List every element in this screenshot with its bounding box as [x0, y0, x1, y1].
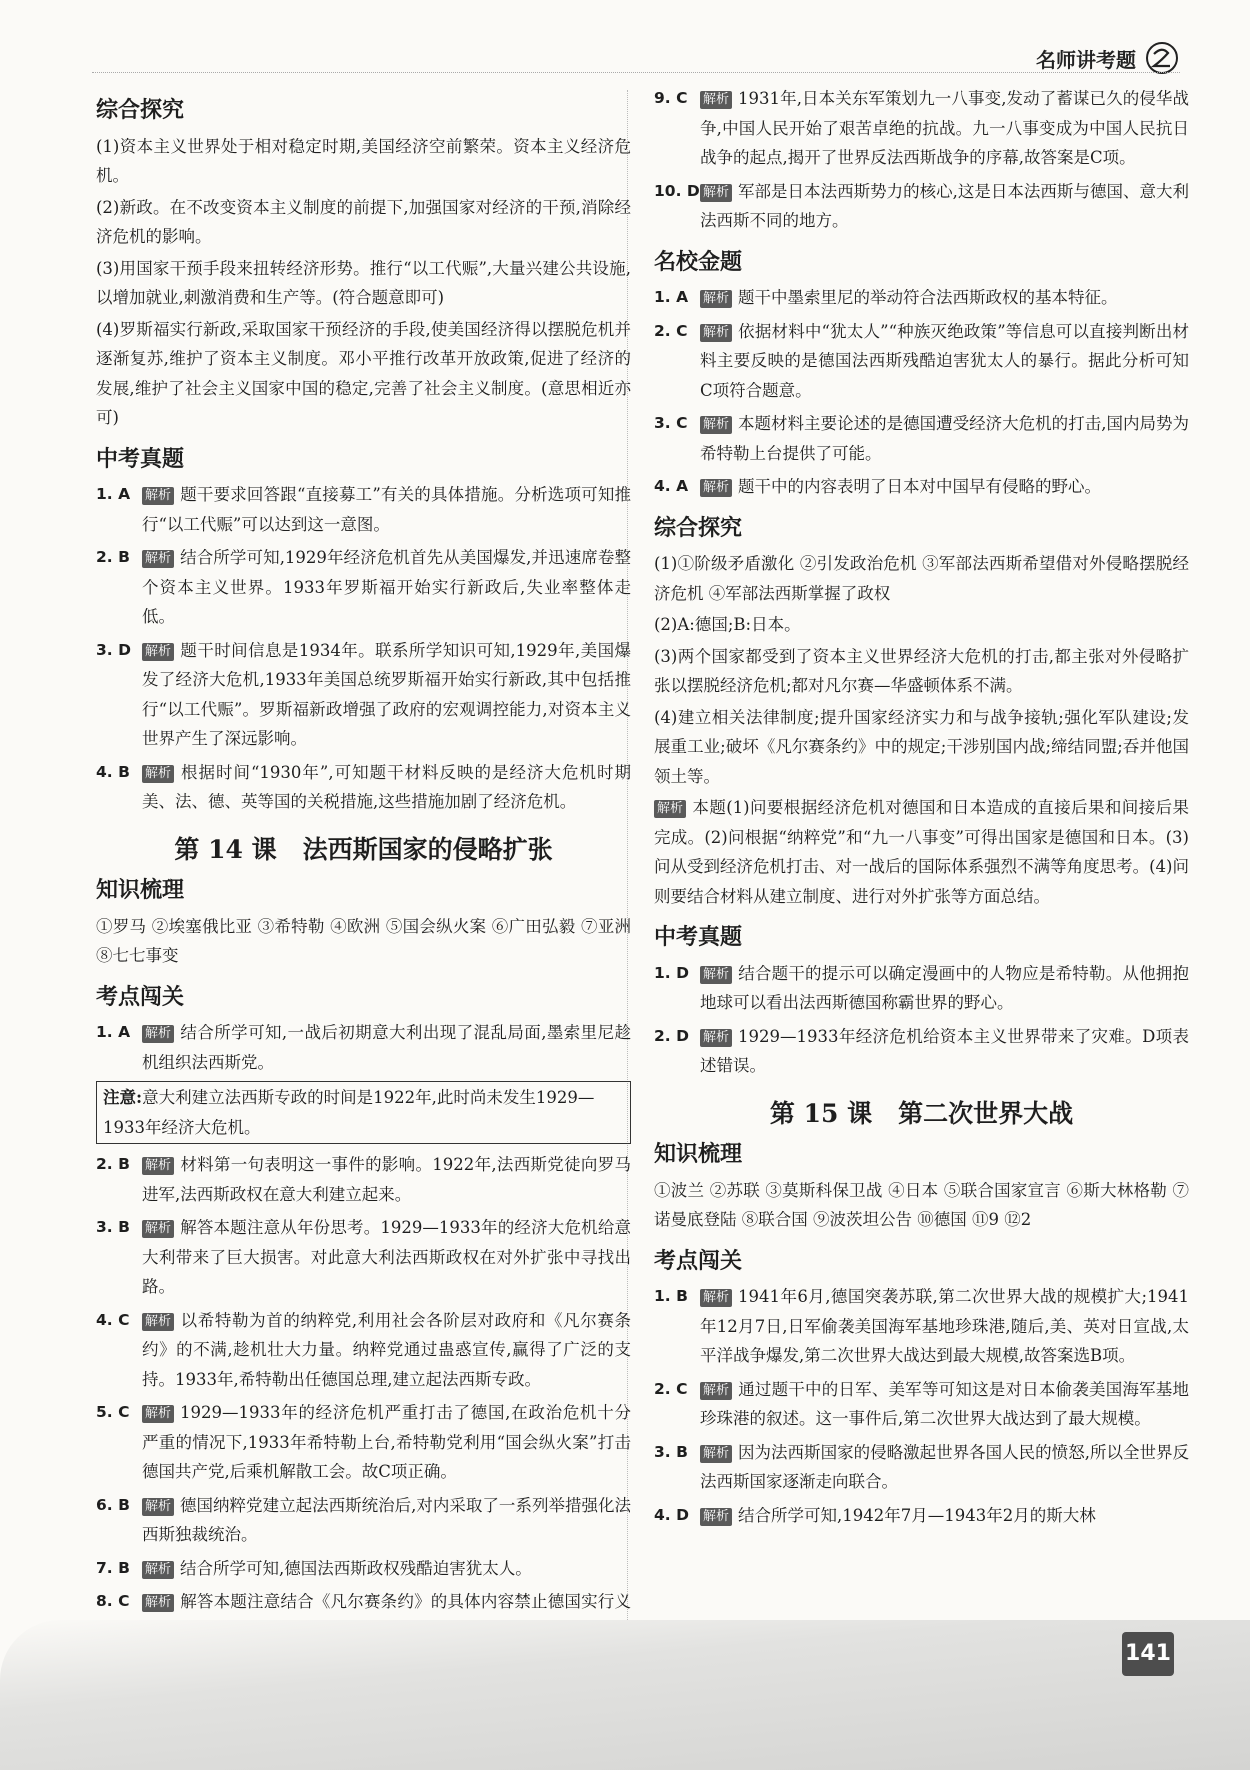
- answer-number: 2. C: [654, 1379, 688, 1398]
- answer-text: 结合所学可知,1942年7月—1943年2月的斯大林: [738, 1505, 1096, 1525]
- answer-number: 4. A: [654, 477, 689, 495]
- section-title: 名校金题: [654, 248, 743, 275]
- analysis-tag: 解析: [654, 800, 686, 818]
- analysis-tag: 解析: [700, 1508, 732, 1526]
- answer-item: [96, 1018, 631, 1077]
- analysis-tag: 解析: [142, 765, 174, 783]
- answer-item: [96, 636, 631, 754]
- analysis-tag: 解析: [142, 550, 174, 568]
- analysis-tag: 解析: [142, 643, 174, 661]
- left-column: [96, 84, 631, 1680]
- section-title: 考点闯关: [654, 1247, 743, 1274]
- analysis-tag: 解析: [700, 966, 732, 984]
- answer-number: 2. B: [96, 1155, 130, 1173]
- answer-number: 1. B: [654, 1287, 688, 1305]
- answer-text: 解答本题注意从年份思考。1929—1933年的经济大危机给意大利带来了巨大损害。对此意大利法西斯政权在对外扩张中寻找出路。: [142, 1218, 631, 1296]
- paragraph: (2)新政。在不改变资本主义制度的前提下,加强国家对经济的干预,消除经济危机的影响。: [96, 197, 631, 246]
- lesson-title: 第二次世界大战: [898, 1098, 1074, 1128]
- analysis-text: 本题(1)问要根据经济危机对德国和日本造成的直接后果和间接后果完成。(2)问根据“纳粹党”和“九一八事变”可得出国家是德国和日本。(3)问从受到经济危机打击、对一战后的国际体系强烈不满等角度思考。(4)问则要结合材料从建立制度、进行对外扩张等方面总结。: [654, 798, 1189, 906]
- paragraph: [654, 793, 1189, 911]
- section-title: 中考真题: [96, 445, 185, 472]
- section-title: 综合探究: [654, 514, 743, 541]
- knowledge-list: ①罗马 ②埃塞俄比亚 ③希特勒 ④欧洲 ⑤国会纵火案 ⑥广田弘毅 ⑦亚洲 ⑧七七事变: [96, 916, 631, 965]
- answer-item: [96, 1150, 631, 1209]
- analysis-tag: 解析: [700, 416, 732, 434]
- answer-text: 结合题干的提示可以确定漫画中的人物应是希特勒。从他拥抱地球可以看出法西斯德国称霸世界的野心。: [700, 963, 1189, 1012]
- answer-text: 根据时间“1930年”,可知题干材料反映的是经济大危机时期美、法、德、英等国的关税措施,这些措施加剧了经济危机。: [142, 762, 631, 811]
- answer-text: 1929—1933年经济危机给资本主义世界带来了灾难。D项表述错误。: [700, 1026, 1189, 1075]
- answer-item: [654, 1438, 1189, 1497]
- paragraph: (2)A:德国;B:日本。: [654, 615, 801, 634]
- answer-number: 5. C: [96, 1403, 130, 1421]
- answer-number: 8. C: [96, 1592, 130, 1610]
- answer-text: 1929—1933年的经济危机严重打击了德国,在政治危机十分严重的情况下,1933年希特勒上台,希特勒党利用“国会纵火案”打击德国共产党,后乘机解散工会。故C项正确。: [142, 1403, 631, 1481]
- answer-text: 德国纳粹党建立起法西斯统治后,对内采取了一系列举措强化法西斯独裁统治。: [142, 1495, 631, 1544]
- answer-text: 题干时间信息是1934年。联系所学知识可知,1929年,美国爆发了经济大危机,1933年美国总统罗斯福开始实行新政,其中包括推行“以工代赈”。罗斯福新政增强了政府的宏观调控能力,对资本主义世界产生了深远影响。: [142, 640, 631, 748]
- answer-item: [654, 317, 1189, 406]
- analysis-tag: 解析: [142, 1313, 174, 1331]
- brand-header: [1036, 40, 1180, 76]
- analysis-tag: 解析: [142, 1594, 174, 1612]
- answer-item: [654, 177, 1189, 236]
- section-title: 中考真题: [654, 924, 743, 950]
- answer-number: 1. A: [96, 1023, 131, 1041]
- paragraph: (3)用国家干预手段来扭转经济形势。推行“以工代赈”,大量兴建公共设施,以增加就业,刺激消费和生产等。(符合题意即可): [96, 258, 631, 307]
- paragraph: (3)两个国家都受到了资本主义世界经济大危机的打击,都主张对外侵略扩张以摆脱经济危机;都对凡尔赛—华盛顿体系不满。: [654, 646, 1189, 695]
- section-title: 考点闯关: [96, 983, 185, 1010]
- answer-text: 因为法西斯国家的侵略激起世界各国人民的愤怒,所以全世界反法西斯国家逐渐走向联合。: [700, 1442, 1189, 1491]
- answer-number: 7. B: [96, 1558, 130, 1577]
- answer-text: 材料第一句表明这一事件的影响。1922年,法西斯党徒向罗马进军,法西斯政权在意大利建立起来。: [142, 1155, 631, 1204]
- answer-item: [96, 1554, 631, 1584]
- answer-number: 4. B: [96, 762, 130, 781]
- answer-item: [654, 283, 1189, 313]
- analysis-tag: 解析: [700, 91, 732, 109]
- answer-text: 结合所学可知,德国法西斯政权残酷迫害犹太人。: [180, 1558, 532, 1578]
- answer-number: 9. C: [654, 89, 688, 107]
- answer-number: 10. D: [654, 181, 700, 200]
- analysis-tag: 解析: [700, 1029, 732, 1047]
- answer-item: [96, 1306, 631, 1395]
- analysis-tag: 解析: [142, 1561, 174, 1579]
- analysis-tag: 解析: [700, 324, 732, 342]
- answer-number: 1. A: [654, 288, 689, 306]
- analysis-tag: 解析: [700, 1382, 732, 1400]
- section-title: 综合探究: [96, 97, 185, 123]
- answer-text: 1941年6月,德国突袭苏联,第二次世界大战的规模扩大;1941年12月7日,日军偷袭美国海军基地珍珠港,随后,美、英对日宣战,太平洋战争爆发,第二次世界大战达到最大规模,故答案选B项。: [700, 1287, 1189, 1365]
- lesson-title: 法西斯国家的侵略扩张: [302, 834, 553, 864]
- answer-number: 6. B: [96, 1495, 130, 1514]
- paragraph: (1)①阶级矛盾激化 ②引发政治危机 ③军部法西斯希望借对外侵略摆脱经济危机 ④军部法西斯掌握了政权: [654, 554, 1189, 603]
- analysis-tag: 解析: [142, 1405, 174, 1423]
- paragraph: (4)罗斯福实行新政,采取国家干预经济的手段,使美国经济得以摆脱危机并逐渐复苏,维护了资本主义制度。邓小平推行改革开放政策,促进了经济的发展,维护了社会主义国家中国的稳定,完善了社会主义制度。(意思相近亦可): [96, 319, 631, 427]
- knowledge-list: ①波兰 ②苏联 ③莫斯科保卫战 ④日本 ⑤联合国家宣言 ⑥斯大林格勒 ⑦诺曼底登陆 ⑧联合国 ⑨波茨坦公告 ⑩德国 ⑪9 ⑫2: [654, 1180, 1189, 1229]
- paragraph: (4)建立相关法律制度;提升国家经济实力和与战争接轨;强化军队建设;发展重工业;破坏《凡尔赛条约》中的规定;干涉别国内战;缔结同盟;吞并他国领土等。: [654, 707, 1189, 786]
- answer-item: [96, 1213, 631, 1302]
- analysis-tag: 解析: [700, 1445, 732, 1463]
- answer-text: 解答本题注意结合《凡尔赛条约》的具体内容禁止德国实行义: [180, 1592, 631, 1611]
- page-number: 141: [1122, 1632, 1174, 1676]
- analysis-tag: 解析: [700, 184, 732, 202]
- answer-item: [96, 1491, 631, 1550]
- answer-text: 本题材料主要论述的是德国遭受经济大危机的打击,国内局势为希特勒上台提供了可能。: [700, 414, 1189, 463]
- answer-text: 通过题干中的日军、美军等可知这是对日本偷袭美国海军基地珍珠港的叙述。这一事件后,第二次世界大战达到了最大规模。: [700, 1379, 1189, 1428]
- answer-item: [654, 959, 1189, 1018]
- answer-number: 3. D: [96, 640, 131, 659]
- answer-item: [654, 1022, 1189, 1081]
- note-label: 注意:: [103, 1088, 143, 1107]
- answer-item: [654, 1375, 1189, 1434]
- answer-number: 2. B: [96, 548, 130, 566]
- answer-number: 4. D: [654, 1505, 689, 1524]
- answer-text: 依据材料中“犹太人”“种族灭绝政策”等信息可以直接判断出材料主要反映的是德国法西斯残酷迫害犹太人的暴行。据此分析可知C项符合题意。: [700, 321, 1189, 400]
- answer-text: 以希特勒为首的纳粹党,利用社会各阶层对政府和《凡尔赛条约》的不满,趁机壮大力量。纳粹党通过蛊惑宣传,赢得了广泛的支持。1933年,希特勒出任德国总理,建立起法西斯专政。: [142, 1310, 631, 1389]
- analysis-tag: 解析: [700, 1289, 732, 1307]
- lesson-heading: [96, 835, 631, 865]
- analysis-tag: 解析: [700, 290, 732, 308]
- answer-text: 结合所学可知,一战后初期意大利出现了混乱局面,墨索里尼趁机组织法西斯党。: [142, 1023, 631, 1072]
- answer-number: 3. C: [654, 414, 688, 432]
- answer-item: [96, 758, 631, 817]
- answer-item: [96, 480, 631, 539]
- paragraph: (1)资本主义世界处于相对稳定时期,美国经济空前繁荣。资本主义经济危机。: [96, 136, 631, 185]
- answer-number: 1. A: [96, 485, 131, 503]
- answer-item: [654, 409, 1189, 468]
- analysis-tag: 解析: [142, 487, 174, 505]
- analysis-tag: 解析: [142, 1025, 174, 1043]
- lesson-heading: [654, 1099, 1189, 1129]
- answer-text: 题干要求回答跟“直接募工”有关的具体措施。分析选项可知推行“以工代赈”可以达到这一意图。: [142, 485, 631, 534]
- note-text: 意大利建立法西斯专政的时间是1922年,此时尚未发生1929—1933年经济大危机。: [103, 1088, 595, 1137]
- answer-number: 3. B: [96, 1218, 130, 1236]
- header-rule: [92, 72, 1180, 73]
- brand-logo-icon: [1144, 40, 1180, 76]
- right-column: [654, 84, 1189, 1534]
- answer-text: 题干中的内容表明了日本对中国早有侵略的野心。: [738, 477, 1102, 496]
- analysis-tag: 解析: [142, 1157, 174, 1175]
- answer-number: 4. C: [96, 1310, 130, 1329]
- lesson-number: 第 14 课: [174, 834, 277, 864]
- answer-item: [654, 472, 1189, 502]
- footer-band: [0, 1620, 1250, 1770]
- analysis-tag: 解析: [142, 1220, 174, 1238]
- answer-item: [96, 543, 631, 632]
- answer-number: 2. C: [654, 321, 688, 340]
- answer-item: [96, 1398, 631, 1487]
- lesson-number: 第 15 课: [769, 1098, 873, 1128]
- answer-text: 1931年,日本关东军策划九一八事变,发动了蓄谋已久的侵华战争,中国人民开始了艰苦卓绝的抗战。九一八事变成为中国人民抗日战争的起点,揭开了世界反法西斯战争的序幕,故答案是C项。: [700, 89, 1189, 167]
- answer-item: [654, 1501, 1189, 1531]
- section-title: 知识梳理: [96, 877, 185, 903]
- answer-text: 结合所学可知,1929年经济危机首先从美国爆发,并迅速席卷整个资本主义世界。1933年罗斯福开始实行新政后,失业率整体走低。: [142, 548, 631, 626]
- brand-title: 名师讲考题: [1036, 47, 1136, 72]
- analysis-tag: 解析: [142, 1498, 174, 1516]
- section-title: 知识梳理: [654, 1141, 743, 1167]
- answer-item: [654, 84, 1189, 173]
- answer-number: 3. B: [654, 1442, 688, 1461]
- analysis-tag: 解析: [700, 479, 732, 497]
- answer-item: [654, 1282, 1189, 1371]
- answer-number: 1. D: [654, 963, 689, 982]
- answer-number: 2. D: [654, 1026, 689, 1045]
- note-box: [96, 1081, 631, 1144]
- answer-text: 题干中墨索里尼的举动符合法西斯政权的基本特征。: [738, 288, 1118, 307]
- answer-text: 军部是日本法西斯势力的核心,这是日本法西斯与德国、意大利法西斯不同的地方。: [700, 181, 1189, 230]
